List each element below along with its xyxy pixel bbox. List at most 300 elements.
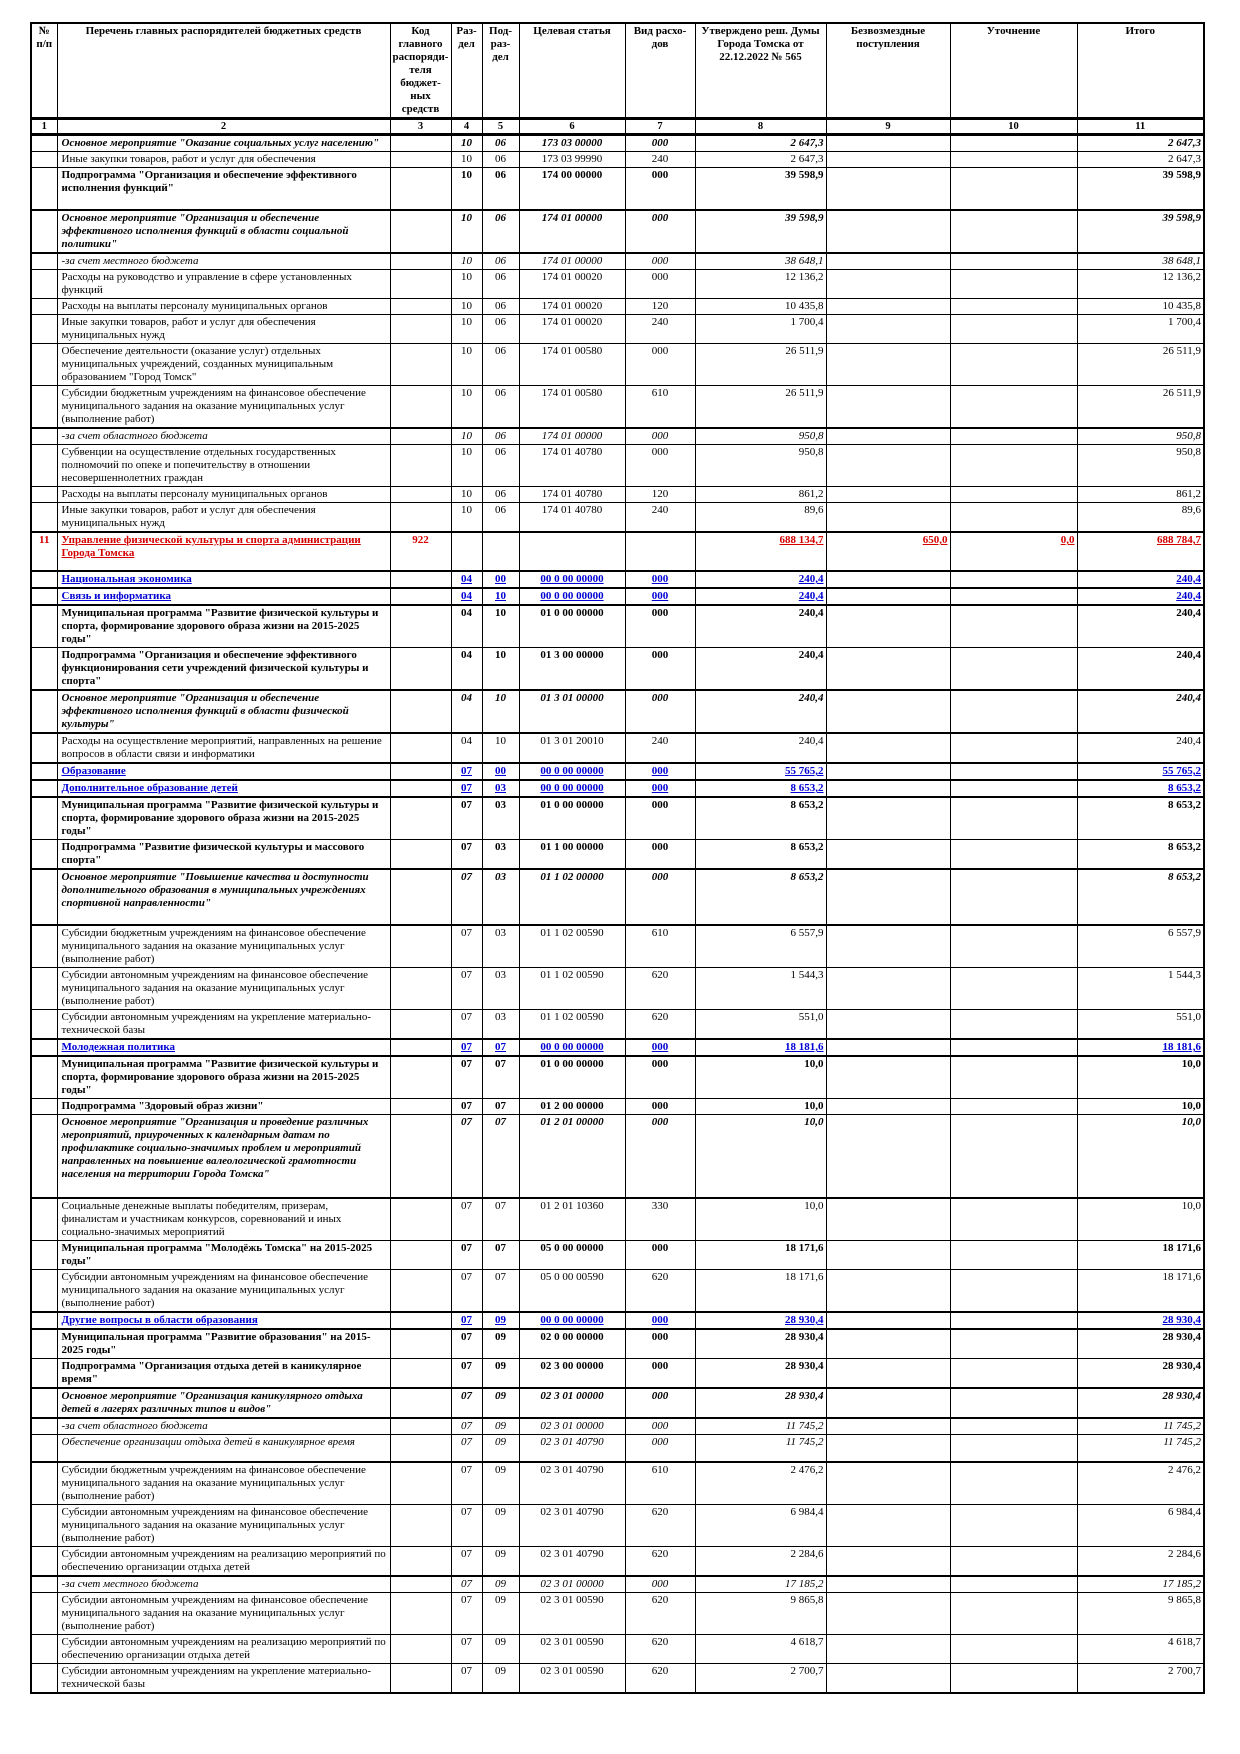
expense-type-cell: 610 bbox=[625, 925, 695, 968]
clarification-amount-cell bbox=[950, 605, 1077, 648]
gratuitous-amount-cell bbox=[826, 253, 950, 270]
razdel-cell: 07 bbox=[451, 1056, 482, 1099]
clarification-amount-cell bbox=[950, 925, 1077, 968]
gratuitous-amount-cell bbox=[826, 925, 950, 968]
column-number: 4 bbox=[451, 119, 482, 135]
row-number-cell bbox=[31, 168, 57, 211]
grbs-code-cell bbox=[390, 1462, 451, 1505]
table-row bbox=[31, 1418, 1204, 1435]
podrazdel-cell: 06 bbox=[482, 135, 519, 152]
grbs-code-cell bbox=[390, 270, 451, 299]
target-article-cell: 01 2 01 10360 bbox=[519, 1198, 625, 1241]
expense-type-cell: 000 bbox=[625, 1576, 695, 1593]
row-title-cell: Обеспечение деятельности (оказание услуг) отдельных муниципальных учреждений, созданных муниципальным образованием "Город Томск" bbox=[57, 344, 390, 386]
grbs-code-cell bbox=[390, 1359, 451, 1389]
target-article-cell: 174 01 00000 bbox=[519, 428, 625, 445]
razdel-cell: 07 bbox=[451, 1115, 482, 1199]
target-article-cell: 173 03 00000 bbox=[519, 135, 625, 152]
gratuitous-amount-cell bbox=[826, 1593, 950, 1635]
approved-amount-cell: 28 930,4 bbox=[695, 1359, 826, 1389]
table-row bbox=[31, 763, 1204, 780]
gratuitous-amount-cell bbox=[826, 1462, 950, 1505]
clarification-amount-cell bbox=[950, 1505, 1077, 1547]
podrazdel-cell: 06 bbox=[482, 503, 519, 533]
target-article-cell: 00 0 00 00000 bbox=[519, 763, 625, 780]
total-amount-cell: 240,4 bbox=[1077, 648, 1204, 691]
row-number-cell bbox=[31, 1198, 57, 1241]
total-amount-cell: 8 653,2 bbox=[1077, 869, 1204, 925]
razdel-cell: 04 bbox=[451, 605, 482, 648]
total-amount-cell: 10,0 bbox=[1077, 1056, 1204, 1099]
total-amount-cell: 28 930,4 bbox=[1077, 1388, 1204, 1418]
podrazdel-cell: 06 bbox=[482, 344, 519, 386]
header-row bbox=[31, 23, 1204, 119]
total-amount-cell: 861,2 bbox=[1077, 487, 1204, 503]
row-number-cell bbox=[31, 386, 57, 429]
grbs-code-cell bbox=[390, 1198, 451, 1241]
row-number-cell bbox=[31, 1010, 57, 1040]
clarification-amount-cell bbox=[950, 1099, 1077, 1115]
total-amount-cell: 39 598,9 bbox=[1077, 168, 1204, 211]
grbs-code-cell bbox=[390, 1635, 451, 1664]
razdel-cell: 04 bbox=[451, 733, 482, 763]
podrazdel-cell: 06 bbox=[482, 270, 519, 299]
grbs-code-cell bbox=[390, 315, 451, 344]
clarification-amount-cell bbox=[950, 386, 1077, 429]
podrazdel-cell: 07 bbox=[482, 1056, 519, 1099]
row-title-cell: Основное мероприятие "Организация каникулярного отдыха детей в лагерях различных типов и видов" bbox=[57, 1388, 390, 1418]
expense-type-cell: 000 bbox=[625, 428, 695, 445]
row-title-cell: Обеспечение организации отдыха детей в каникулярное время bbox=[57, 1435, 390, 1463]
table-row bbox=[31, 869, 1204, 925]
header-col-grbs-code: Код главного распоряди-теля бюджет-ных средств bbox=[390, 23, 451, 119]
podrazdel-cell: 09 bbox=[482, 1388, 519, 1418]
table-row bbox=[31, 1329, 1204, 1359]
clarification-amount-cell: 0,0 bbox=[950, 532, 1077, 571]
podrazdel-cell: 03 bbox=[482, 968, 519, 1010]
header-col-gratuitous: Безвозмездные поступления bbox=[826, 23, 950, 119]
header-col-expense-type: Вид расхо-дов bbox=[625, 23, 695, 119]
row-number-cell bbox=[31, 1115, 57, 1199]
total-amount-cell: 551,0 bbox=[1077, 1010, 1204, 1040]
row-number-cell bbox=[31, 152, 57, 168]
grbs-code-cell: 922 bbox=[390, 532, 451, 571]
gratuitous-amount-cell bbox=[826, 270, 950, 299]
row-title-cell: Расходы на выплаты персоналу муниципальных органов bbox=[57, 299, 390, 315]
expense-type-cell: 000 bbox=[625, 1241, 695, 1270]
row-title-cell: Субсидии автономным учреждениям на финансовое обеспечение муниципального задания на оказание муниципальных услуг (выполнение работ) bbox=[57, 1505, 390, 1547]
header-col-grbs-list: Перечень главных распорядителей бюджетных средств bbox=[57, 23, 390, 119]
row-title-cell: Субсидии автономным учреждениям на укрепление материально-технической базы bbox=[57, 1010, 390, 1040]
razdel-cell: 07 bbox=[451, 1418, 482, 1435]
row-number-cell bbox=[31, 315, 57, 344]
expense-type-cell: 000 bbox=[625, 1039, 695, 1056]
grbs-code-cell bbox=[390, 1056, 451, 1099]
target-article-cell: 01 1 02 00000 bbox=[519, 869, 625, 925]
row-number-cell bbox=[31, 344, 57, 386]
podrazdel-cell: 09 bbox=[482, 1635, 519, 1664]
column-numbering-row bbox=[31, 119, 1204, 135]
table-row bbox=[31, 1388, 1204, 1418]
row-number-cell bbox=[31, 780, 57, 797]
approved-amount-cell: 950,8 bbox=[695, 428, 826, 445]
gratuitous-amount-cell bbox=[826, 968, 950, 1010]
razdel-cell: 07 bbox=[451, 1635, 482, 1664]
expense-type-cell: 000 bbox=[625, 1056, 695, 1099]
table-row bbox=[31, 605, 1204, 648]
clarification-amount-cell bbox=[950, 1010, 1077, 1040]
target-article-cell: 174 01 00580 bbox=[519, 386, 625, 429]
expense-type-cell: 000 bbox=[625, 1359, 695, 1389]
gratuitous-amount-cell bbox=[826, 1359, 950, 1389]
target-article-cell: 01 0 00 00000 bbox=[519, 797, 625, 840]
podrazdel-cell: 07 bbox=[482, 1039, 519, 1056]
clarification-amount-cell bbox=[950, 445, 1077, 487]
row-number-cell bbox=[31, 1388, 57, 1418]
target-article-cell: 05 0 00 00000 bbox=[519, 1241, 625, 1270]
gratuitous-amount-cell bbox=[826, 135, 950, 152]
approved-amount-cell: 18 171,6 bbox=[695, 1270, 826, 1313]
razdel-cell: 10 bbox=[451, 168, 482, 211]
approved-amount-cell: 4 618,7 bbox=[695, 1635, 826, 1664]
clarification-amount-cell bbox=[950, 869, 1077, 925]
gratuitous-amount-cell bbox=[826, 487, 950, 503]
clarification-amount-cell bbox=[950, 1270, 1077, 1313]
target-article-cell: 05 0 00 00590 bbox=[519, 1270, 625, 1313]
clarification-amount-cell bbox=[950, 588, 1077, 605]
approved-amount-cell: 950,8 bbox=[695, 445, 826, 487]
approved-amount-cell: 55 765,2 bbox=[695, 763, 826, 780]
clarification-amount-cell bbox=[950, 270, 1077, 299]
column-number: 2 bbox=[57, 119, 390, 135]
column-number: 6 bbox=[519, 119, 625, 135]
row-number-cell bbox=[31, 925, 57, 968]
total-amount-cell: 688 784,7 bbox=[1077, 532, 1204, 571]
expense-type-cell: 240 bbox=[625, 503, 695, 533]
razdel-cell: 10 bbox=[451, 445, 482, 487]
expense-type-cell: 000 bbox=[625, 1329, 695, 1359]
expense-type-cell bbox=[625, 532, 695, 571]
total-amount-cell: 26 511,9 bbox=[1077, 386, 1204, 429]
target-article-cell: 02 3 01 00000 bbox=[519, 1576, 625, 1593]
approved-amount-cell: 11 745,2 bbox=[695, 1435, 826, 1463]
clarification-amount-cell bbox=[950, 968, 1077, 1010]
gratuitous-amount-cell bbox=[826, 428, 950, 445]
row-title-cell: Иные закупки товаров, работ и услуг для обеспечения муниципальных нужд bbox=[57, 315, 390, 344]
razdel-cell: 07 bbox=[451, 1593, 482, 1635]
grbs-code-cell bbox=[390, 690, 451, 733]
expense-type-cell: 000 bbox=[625, 270, 695, 299]
expense-type-cell: 000 bbox=[625, 1115, 695, 1199]
header-col-podrazdel: Под-раз-дел bbox=[482, 23, 519, 119]
expense-type-cell: 000 bbox=[625, 1435, 695, 1463]
approved-amount-cell: 89,6 bbox=[695, 503, 826, 533]
row-title-cell: Муниципальная программа "Развитие физической культуры и спорта, формирование здорового образа жизни на 2015-2025 годы" bbox=[57, 605, 390, 648]
approved-amount-cell: 2 700,7 bbox=[695, 1664, 826, 1694]
row-number-cell bbox=[31, 733, 57, 763]
expense-type-cell: 620 bbox=[625, 1635, 695, 1664]
gratuitous-amount-cell bbox=[826, 1547, 950, 1577]
row-title-cell: Субсидии автономным учреждениям на финансовое обеспечение муниципального задания на оказание муниципальных услуг (выполнение работ) bbox=[57, 1270, 390, 1313]
gratuitous-amount-cell bbox=[826, 588, 950, 605]
expense-type-cell: 000 bbox=[625, 253, 695, 270]
row-number-cell bbox=[31, 968, 57, 1010]
row-title-cell: Социальные денежные выплаты победителям, призерам, финалистам и участникам конкурсов, соревнований и иных социально-значимых мероприятий bbox=[57, 1198, 390, 1241]
total-amount-cell: 8 653,2 bbox=[1077, 797, 1204, 840]
approved-amount-cell: 240,4 bbox=[695, 690, 826, 733]
row-number-cell bbox=[31, 840, 57, 870]
razdel-cell: 07 bbox=[451, 869, 482, 925]
row-title-cell: Иные закупки товаров, работ и услуг для обеспечения bbox=[57, 152, 390, 168]
expense-type-cell: 000 bbox=[625, 588, 695, 605]
grbs-code-cell bbox=[390, 1099, 451, 1115]
table-row bbox=[31, 571, 1204, 588]
row-number-cell bbox=[31, 1056, 57, 1099]
table-row bbox=[31, 1435, 1204, 1463]
column-number: 11 bbox=[1077, 119, 1204, 135]
row-title-cell: Подпрограмма "Организация и обеспечение эффективного исполнения функций" bbox=[57, 168, 390, 211]
row-title-cell: Основное мероприятие "Организация и обеспечение эффективного исполнения функций в области социальной политики" bbox=[57, 210, 390, 253]
row-title-cell: Подпрограмма "Организация отдыха детей в каникулярное время" bbox=[57, 1359, 390, 1389]
podrazdel-cell: 03 bbox=[482, 925, 519, 968]
gratuitous-amount-cell bbox=[826, 1010, 950, 1040]
target-article-cell: 173 03 99990 bbox=[519, 152, 625, 168]
clarification-amount-cell bbox=[950, 344, 1077, 386]
total-amount-cell: 950,8 bbox=[1077, 445, 1204, 487]
clarification-amount-cell bbox=[950, 1115, 1077, 1199]
table-row bbox=[31, 253, 1204, 270]
total-amount-cell: 10,0 bbox=[1077, 1115, 1204, 1199]
table-row bbox=[31, 428, 1204, 445]
gratuitous-amount-cell bbox=[826, 1056, 950, 1099]
podrazdel-cell: 06 bbox=[482, 487, 519, 503]
grbs-code-cell bbox=[390, 797, 451, 840]
expense-type-cell: 000 bbox=[625, 763, 695, 780]
target-article-cell: 01 1 02 00590 bbox=[519, 968, 625, 1010]
row-number-cell bbox=[31, 1576, 57, 1593]
total-amount-cell: 39 598,9 bbox=[1077, 210, 1204, 253]
row-number-cell bbox=[31, 1462, 57, 1505]
razdel-cell: 07 bbox=[451, 925, 482, 968]
row-number-cell bbox=[31, 648, 57, 691]
total-amount-cell: 10,0 bbox=[1077, 1099, 1204, 1115]
podrazdel-cell: 06 bbox=[482, 386, 519, 429]
row-title-cell: Управление физической культуры и спорта администрации Города Томска bbox=[57, 532, 390, 571]
row-title-cell: Муниципальная программа "Развитие образования" на 2015-2025 годы" bbox=[57, 1329, 390, 1359]
row-title-cell: Подпрограмма "Организация и обеспечение эффективного функционирования сети учреждений физической культуры и спорта" bbox=[57, 648, 390, 691]
table-row bbox=[31, 344, 1204, 386]
approved-amount-cell: 8 653,2 bbox=[695, 869, 826, 925]
target-article-cell bbox=[519, 532, 625, 571]
grbs-code-cell bbox=[390, 386, 451, 429]
target-article-cell: 02 3 01 40790 bbox=[519, 1505, 625, 1547]
column-number: 8 bbox=[695, 119, 826, 135]
expense-type-cell: 610 bbox=[625, 1462, 695, 1505]
target-article-cell: 00 0 00 00000 bbox=[519, 1039, 625, 1056]
row-title-cell: Расходы на выплаты персоналу муниципальных органов bbox=[57, 487, 390, 503]
table-row bbox=[31, 487, 1204, 503]
table-row bbox=[31, 1359, 1204, 1389]
expense-type-cell: 620 bbox=[625, 1270, 695, 1313]
expense-type-cell: 620 bbox=[625, 968, 695, 1010]
target-article-cell: 00 0 00 00000 bbox=[519, 571, 625, 588]
total-amount-cell: 12 136,2 bbox=[1077, 270, 1204, 299]
total-amount-cell: 28 930,4 bbox=[1077, 1359, 1204, 1389]
razdel-cell: 07 bbox=[451, 1329, 482, 1359]
gratuitous-amount-cell bbox=[826, 1039, 950, 1056]
expense-type-cell: 000 bbox=[625, 797, 695, 840]
approved-amount-cell: 2 284,6 bbox=[695, 1547, 826, 1577]
grbs-code-cell bbox=[390, 605, 451, 648]
expense-type-cell: 000 bbox=[625, 690, 695, 733]
podrazdel-cell: 03 bbox=[482, 840, 519, 870]
row-number-cell bbox=[31, 299, 57, 315]
clarification-amount-cell bbox=[950, 1462, 1077, 1505]
clarification-amount-cell bbox=[950, 797, 1077, 840]
row-title-cell: Субсидии бюджетным учреждениям на финансовое обеспечение муниципального задания на оказание муниципальных услуг (выполнение работ) bbox=[57, 925, 390, 968]
target-article-cell: 02 3 01 00000 bbox=[519, 1418, 625, 1435]
podrazdel-cell: 06 bbox=[482, 315, 519, 344]
grbs-code-cell bbox=[390, 1388, 451, 1418]
header-col-approved: Утверждено реш. Думы Города Томска от 22.12.2022 № 565 bbox=[695, 23, 826, 119]
approved-amount-cell: 26 511,9 bbox=[695, 344, 826, 386]
gratuitous-amount-cell bbox=[826, 315, 950, 344]
razdel-cell: 07 bbox=[451, 1198, 482, 1241]
razdel-cell: 07 bbox=[451, 1462, 482, 1505]
podrazdel-cell: 03 bbox=[482, 1010, 519, 1040]
row-title-cell: Расходы на руководство и управление в сфере установленных функций bbox=[57, 270, 390, 299]
expense-type-cell: 000 bbox=[625, 1099, 695, 1115]
gratuitous-amount-cell bbox=[826, 344, 950, 386]
expense-type-cell: 000 bbox=[625, 648, 695, 691]
row-title-cell: Молодежная политика bbox=[57, 1039, 390, 1056]
approved-amount-cell: 18 181,6 bbox=[695, 1039, 826, 1056]
table-row bbox=[31, 1099, 1204, 1115]
expense-type-cell: 330 bbox=[625, 1198, 695, 1241]
gratuitous-amount-cell bbox=[826, 1198, 950, 1241]
podrazdel-cell: 06 bbox=[482, 253, 519, 270]
target-article-cell: 02 3 01 00590 bbox=[519, 1664, 625, 1694]
row-title-cell: Основное мероприятие "Организация и обеспечение эффективного исполнения функций в области физической культуры" bbox=[57, 690, 390, 733]
approved-amount-cell: 240,4 bbox=[695, 605, 826, 648]
razdel-cell: 10 bbox=[451, 503, 482, 533]
clarification-amount-cell bbox=[950, 1418, 1077, 1435]
target-article-cell: 01 0 00 00000 bbox=[519, 605, 625, 648]
row-number-cell bbox=[31, 1435, 57, 1463]
row-number-cell bbox=[31, 571, 57, 588]
clarification-amount-cell bbox=[950, 648, 1077, 691]
table-row bbox=[31, 1241, 1204, 1270]
razdel-cell: 10 bbox=[451, 428, 482, 445]
total-amount-cell: 17 185,2 bbox=[1077, 1576, 1204, 1593]
clarification-amount-cell bbox=[950, 1359, 1077, 1389]
approved-amount-cell: 18 171,6 bbox=[695, 1241, 826, 1270]
total-amount-cell: 2 284,6 bbox=[1077, 1547, 1204, 1577]
clarification-amount-cell bbox=[950, 1312, 1077, 1329]
row-title-cell: Субсидии автономным учреждениям на реализацию мероприятий по обеспечению организации отдыха детей bbox=[57, 1635, 390, 1664]
podrazdel-cell: 06 bbox=[482, 152, 519, 168]
gratuitous-amount-cell bbox=[826, 1115, 950, 1199]
total-amount-cell: 10,0 bbox=[1077, 1198, 1204, 1241]
razdel-cell: 10 bbox=[451, 299, 482, 315]
total-amount-cell: 18 171,6 bbox=[1077, 1241, 1204, 1270]
row-title-cell: Субсидии бюджетным учреждениям на финансовое обеспечение муниципального задания на оказание муниципальных услуг (выполнение работ) bbox=[57, 386, 390, 429]
razdel-cell: 10 bbox=[451, 210, 482, 253]
clarification-amount-cell bbox=[950, 1435, 1077, 1463]
table-row bbox=[31, 1039, 1204, 1056]
gratuitous-amount-cell bbox=[826, 210, 950, 253]
table-row bbox=[31, 270, 1204, 299]
total-amount-cell: 1 544,3 bbox=[1077, 968, 1204, 1010]
row-title-cell: -за счет местного бюджета bbox=[57, 1576, 390, 1593]
expense-type-cell: 120 bbox=[625, 487, 695, 503]
approved-amount-cell: 688 134,7 bbox=[695, 532, 826, 571]
target-article-cell: 174 00 00000 bbox=[519, 168, 625, 211]
clarification-amount-cell bbox=[950, 733, 1077, 763]
row-number-cell bbox=[31, 1359, 57, 1389]
gratuitous-amount-cell bbox=[826, 1664, 950, 1694]
clarification-amount-cell bbox=[950, 253, 1077, 270]
razdel-cell: 07 bbox=[451, 1270, 482, 1313]
approved-amount-cell: 240,4 bbox=[695, 571, 826, 588]
expense-type-cell: 000 bbox=[625, 1312, 695, 1329]
table-row bbox=[31, 648, 1204, 691]
grbs-code-cell bbox=[390, 1593, 451, 1635]
podrazdel-cell: 06 bbox=[482, 210, 519, 253]
razdel-cell: 07 bbox=[451, 1359, 482, 1389]
grbs-code-cell bbox=[390, 571, 451, 588]
clarification-amount-cell bbox=[950, 1039, 1077, 1056]
clarification-amount-cell bbox=[950, 168, 1077, 211]
grbs-code-cell bbox=[390, 344, 451, 386]
target-article-cell: 02 3 01 00000 bbox=[519, 1388, 625, 1418]
expense-type-cell: 610 bbox=[625, 386, 695, 429]
expense-type-cell: 000 bbox=[625, 168, 695, 211]
gratuitous-amount-cell bbox=[826, 763, 950, 780]
grbs-code-cell bbox=[390, 152, 451, 168]
row-number-cell bbox=[31, 797, 57, 840]
razdel-cell: 04 bbox=[451, 690, 482, 733]
razdel-cell: 07 bbox=[451, 1664, 482, 1694]
razdel-cell: 04 bbox=[451, 648, 482, 691]
header-col-row-number: № п/п bbox=[31, 23, 57, 119]
grbs-code-cell bbox=[390, 1115, 451, 1199]
grbs-code-cell bbox=[390, 925, 451, 968]
row-title-cell: -за счет областного бюджета bbox=[57, 428, 390, 445]
podrazdel-cell: 09 bbox=[482, 1435, 519, 1463]
table-row bbox=[31, 797, 1204, 840]
table-row bbox=[31, 210, 1204, 253]
razdel-cell: 07 bbox=[451, 1576, 482, 1593]
total-amount-cell: 55 765,2 bbox=[1077, 763, 1204, 780]
razdel-cell: 07 bbox=[451, 1010, 482, 1040]
table-row bbox=[31, 588, 1204, 605]
target-article-cell: 02 3 01 00590 bbox=[519, 1635, 625, 1664]
row-title-cell: Муниципальная программа "Молодёжь Томска" на 2015-2025 годы" bbox=[57, 1241, 390, 1270]
approved-amount-cell: 6 557,9 bbox=[695, 925, 826, 968]
row-number-cell bbox=[31, 1241, 57, 1270]
row-number-cell bbox=[31, 1418, 57, 1435]
header-col-total: Итого bbox=[1077, 23, 1204, 119]
clarification-amount-cell bbox=[950, 1241, 1077, 1270]
target-article-cell: 01 2 00 00000 bbox=[519, 1099, 625, 1115]
expense-type-cell: 620 bbox=[625, 1505, 695, 1547]
expense-type-cell: 000 bbox=[625, 210, 695, 253]
approved-amount-cell: 2 647,3 bbox=[695, 135, 826, 152]
razdel-cell: 07 bbox=[451, 840, 482, 870]
approved-amount-cell: 240,4 bbox=[695, 648, 826, 691]
podrazdel-cell: 09 bbox=[482, 1576, 519, 1593]
